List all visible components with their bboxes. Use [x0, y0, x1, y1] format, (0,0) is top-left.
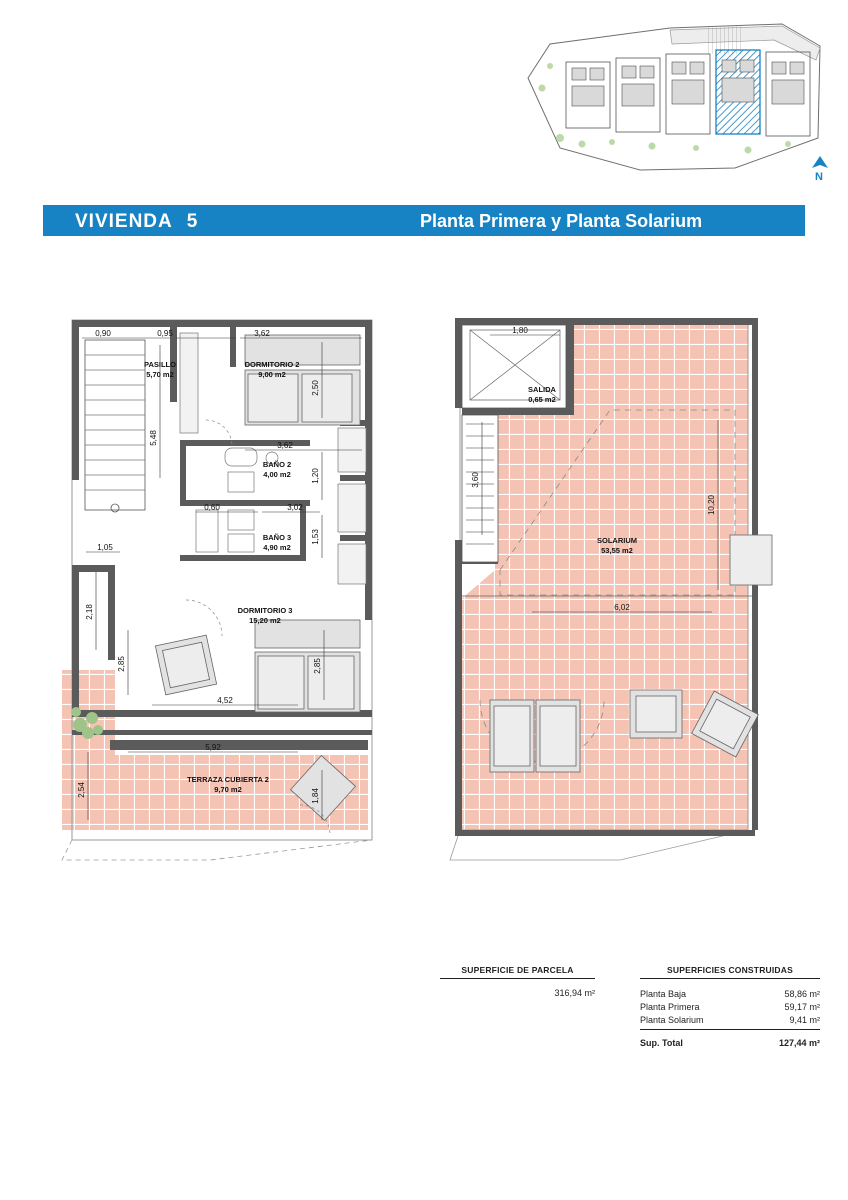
- svg-text:0,90: 0,90: [95, 329, 111, 338]
- row-label: Planta Primera: [640, 1002, 700, 1012]
- svg-text:BAÑO 2: BAÑO 2: [262, 460, 292, 469]
- row-label: Planta Baja: [640, 989, 687, 999]
- total-row: [640, 1038, 820, 1048]
- house-number: 5: [186, 211, 199, 232]
- svg-text:9,00 m2: 9,00 m2: [258, 370, 286, 379]
- svg-text:2,18: 2,18: [85, 604, 94, 620]
- svg-text:PASILLO: PASILLO: [144, 360, 176, 369]
- construidas-header: SUPERFICIES CONSTRUIDAS: [640, 965, 820, 979]
- svg-text:2,54: 2,54: [77, 782, 86, 798]
- svg-text:0,65 m2: 0,65 m2: [528, 395, 556, 404]
- svg-text:3,62: 3,62: [277, 441, 293, 450]
- svg-text:5,70 m2: 5,70 m2: [146, 370, 174, 379]
- svg-text:3,60: 3,60: [471, 472, 480, 488]
- svg-text:SOLARIUM: SOLARIUM: [597, 536, 637, 545]
- plan-planta-solarium: [450, 318, 772, 860]
- svg-text:1,05: 1,05: [97, 543, 113, 552]
- plan-subtitle: Planta Primera y Planta Solarium: [420, 211, 703, 231]
- total-label: Sup. Total: [640, 1038, 683, 1048]
- site-key-map: [520, 18, 830, 183]
- svg-text:BAÑO 3: BAÑO 3: [262, 533, 292, 542]
- row-value: 58,86 m²: [784, 989, 820, 999]
- plan-planta-primera: [62, 320, 372, 860]
- svg-text:1,80: 1,80: [512, 326, 528, 335]
- svg-text:1,20: 1,20: [311, 468, 320, 484]
- svg-text:15,20 m2: 15,20 m2: [249, 616, 281, 625]
- svg-text:3,02: 3,02: [287, 503, 303, 512]
- parcela-header: SUPERFICIE DE PARCELA: [440, 965, 595, 979]
- svg-text:9,70 m2: 9,70 m2: [214, 785, 242, 794]
- svg-text:0,60: 0,60: [204, 503, 220, 512]
- north-label: N: [815, 171, 823, 183]
- svg-text:2,50: 2,50: [311, 380, 320, 396]
- floorplans: [0, 300, 848, 870]
- svg-text:3,62: 3,62: [254, 329, 270, 338]
- svg-text:4,52: 4,52: [217, 696, 233, 705]
- table-row: [640, 1014, 820, 1027]
- table-parcela: [440, 965, 595, 998]
- svg-text:2,85: 2,85: [117, 656, 126, 672]
- svg-text:10,20: 10,20: [707, 494, 716, 516]
- total-value: 127,44 m²: [778, 1038, 820, 1048]
- svg-text:5,48: 5,48: [149, 430, 158, 446]
- svg-text:5,92: 5,92: [205, 743, 221, 752]
- svg-text:2,85: 2,85: [313, 658, 322, 674]
- svg-text:TERRAZA CUBIERTA 2: TERRAZA CUBIERTA 2: [187, 775, 269, 784]
- svg-text:DORMITORIO 2: DORMITORIO 2: [244, 360, 300, 369]
- north-arrow-icon: [812, 156, 828, 183]
- parcela-value: 316,94 m²: [554, 988, 595, 998]
- construidas-rows: [640, 988, 820, 1030]
- row-value: 59,17 m²: [784, 1002, 820, 1012]
- table-row: [640, 988, 820, 1001]
- row-value: 9,41 m²: [789, 1015, 820, 1025]
- row-label: Planta Solarium: [640, 1015, 704, 1025]
- table-row: [640, 1001, 820, 1014]
- house-label: VIVIENDA: [75, 211, 173, 232]
- svg-text:DORMITORIO 3: DORMITORIO 3: [237, 606, 293, 615]
- svg-text:6,02: 6,02: [614, 603, 630, 612]
- svg-text:53,55 m2: 53,55 m2: [601, 546, 633, 555]
- svg-text:SALIDA: SALIDA: [528, 385, 556, 394]
- svg-text:4,90 m2: 4,90 m2: [263, 543, 291, 552]
- table-construidas: [640, 965, 820, 1048]
- svg-text:1,84: 1,84: [311, 788, 320, 804]
- svg-text:1,53: 1,53: [311, 529, 320, 545]
- svg-text:0,95: 0,95: [157, 329, 173, 338]
- svg-text:4,00 m2: 4,00 m2: [263, 470, 291, 479]
- page-title: [75, 211, 198, 233]
